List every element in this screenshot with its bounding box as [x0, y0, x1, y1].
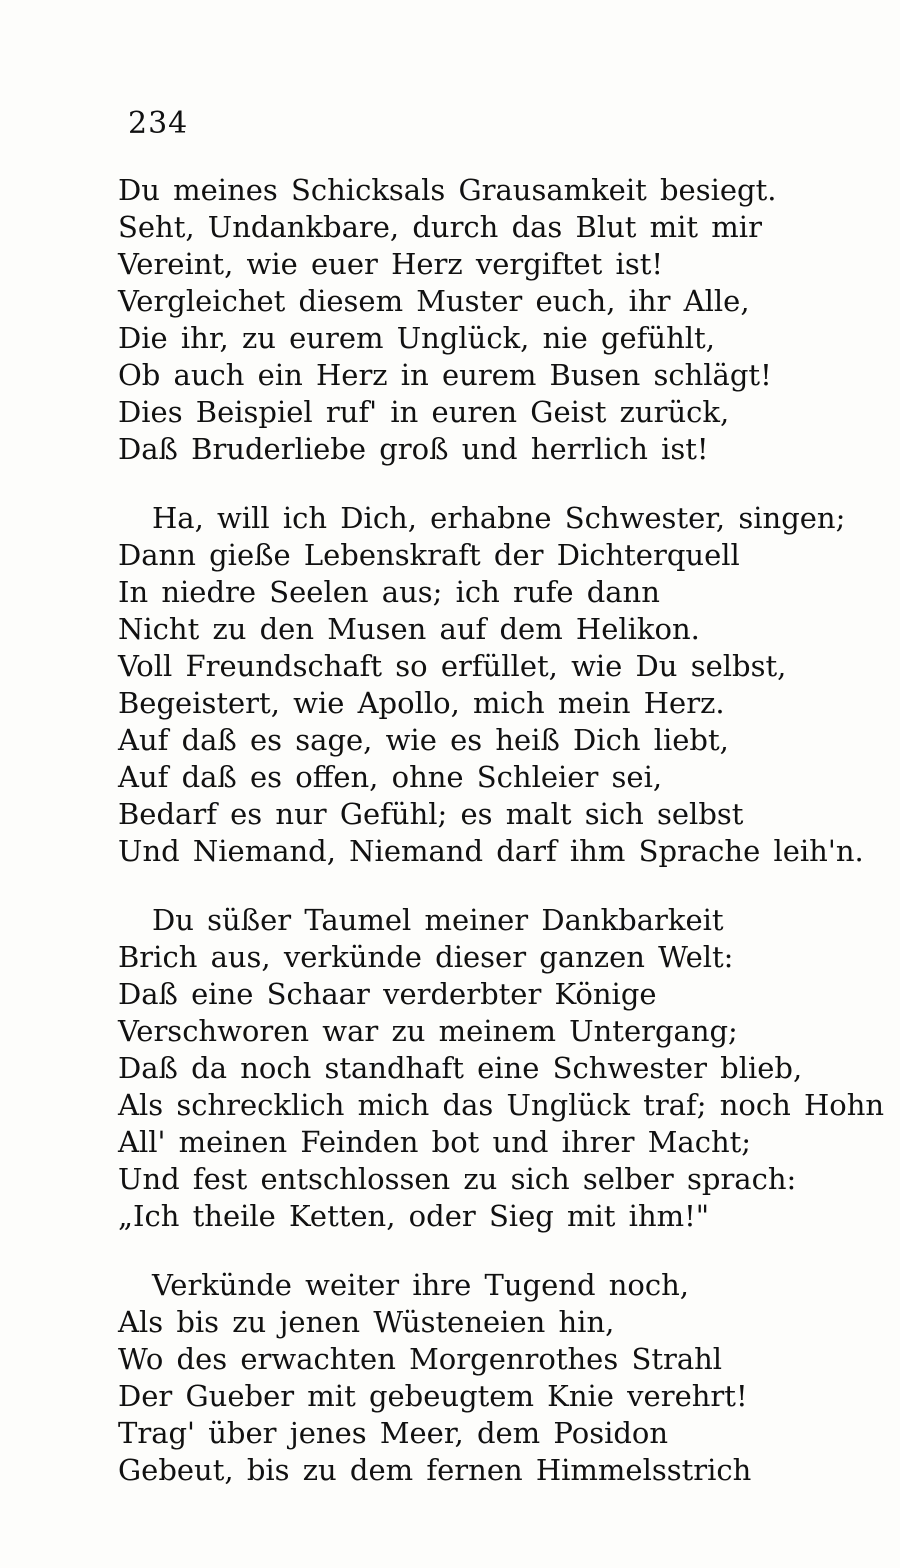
verse-line: Brich aus, verkünde dieser ganzen Welt:	[118, 940, 734, 974]
verse-line: Ha, will ich Dich, erhabne Schwester, singen;	[152, 501, 846, 535]
verse-line: Gebeut, bis zu dem fernen Himmelsstrich	[118, 1453, 752, 1487]
verse-line: Vereint, wie euer Herz vergiftet ist!	[118, 247, 664, 281]
verse-line: Bedarf es nur Gefühl; es malt sich selbst	[118, 797, 744, 831]
verse-line: „Ich theile Ketten, oder Sieg mit ihm!"	[118, 1199, 710, 1233]
verse-line: Du meines Schicksals Grausamkeit besiegt.	[118, 173, 777, 207]
verse-line: Du süßer Taumel meiner Dankbarkeit	[152, 903, 724, 937]
verse-line: Auf daß es offen, ohne Schleier sei,	[118, 760, 663, 794]
verse-line: Dies Beispiel ruf' in euren Geist zurück,	[118, 395, 730, 429]
verse-line: Auf daß es sage, wie es heiß Dich liebt,	[118, 723, 729, 757]
poem-body	[118, 172, 885, 1489]
verse-line: Der Gueber mit gebeugtem Knie verehrt!	[118, 1379, 748, 1413]
verse-line: Vergleichet diesem Muster euch, ihr Alle,	[118, 284, 750, 318]
stanza	[118, 500, 864, 870]
verse-line: Seht, Undankbare, durch das Blut mit mir	[118, 210, 762, 244]
page-number: 234	[128, 106, 189, 141]
verse-line: Daß da noch standhaft eine Schwester blieb,	[118, 1051, 803, 1085]
verse-line: Nicht zu den Musen auf dem Helikon.	[118, 612, 700, 646]
verse-line: Begeistert, wie Apollo, mich mein Herz.	[118, 686, 725, 720]
verse-line: Wo des erwachten Morgenrothes Strahl	[118, 1342, 723, 1376]
verse-line: In niedre Seelen aus; ich rufe dann	[118, 575, 660, 609]
verse-line: Daß Bruderliebe groß und herrlich ist!	[118, 432, 709, 466]
verse-line: Und Niemand, Niemand darf ihm Sprache leih'n.	[118, 834, 864, 868]
verse-line: Verschworen war zu meinem Untergang;	[118, 1014, 738, 1048]
verse-line: Verkünde weiter ihre Tugend noch,	[152, 1268, 690, 1302]
verse-line: Als schrecklich mich das Unglück traf; noch Hohn	[118, 1088, 885, 1122]
stanza	[118, 902, 885, 1235]
verse-line: Trag' über jenes Meer, dem Posidon	[118, 1416, 669, 1450]
verse-line: Voll Freundschaft so erfüllet, wie Du selbst,	[118, 649, 787, 683]
verse-line: Daß eine Schaar verderbter Könige	[118, 977, 657, 1011]
verse-line: Als bis zu jenen Wüsteneien hin,	[118, 1305, 615, 1339]
stanza	[118, 1267, 798, 1489]
verse-line: Und fest entschlossen zu sich selber sprach:	[118, 1162, 797, 1196]
verse-line: Ob auch ein Herz in eurem Busen schlägt!	[118, 358, 772, 392]
verse-line: All' meinen Feinden bot und ihrer Macht;	[118, 1125, 752, 1159]
verse-line: Dann gieße Lebenskraft der Dichterquell	[118, 538, 740, 572]
verse-line: Die ihr, zu eurem Unglück, nie gefühlt,	[118, 321, 715, 355]
stanza	[118, 172, 798, 468]
